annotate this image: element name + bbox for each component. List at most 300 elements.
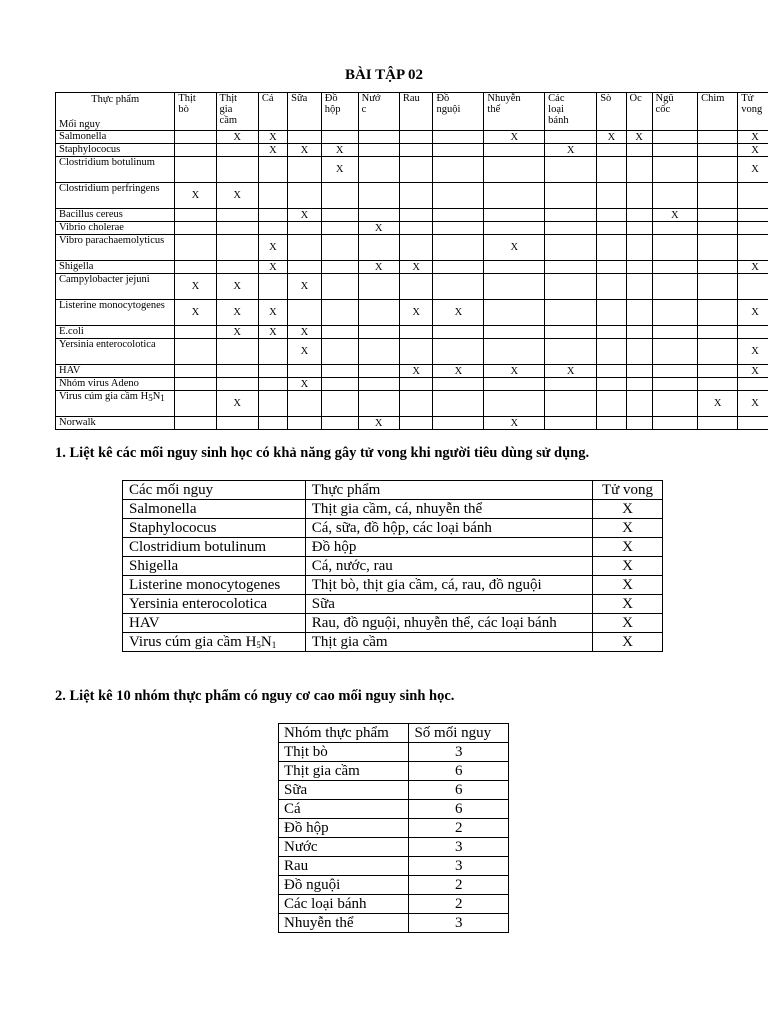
- matrix-cell: [216, 235, 258, 261]
- matrix-cell: [484, 209, 545, 222]
- matrix-cell: [288, 157, 322, 183]
- matrix-cell: [652, 365, 698, 378]
- matrix-cell: X: [258, 131, 287, 144]
- matrix-cell: [484, 391, 545, 417]
- matrix-cell: [738, 235, 768, 261]
- matrix-cell: [652, 131, 698, 144]
- table-cell: Thịt gia cầm: [279, 762, 409, 781]
- matrix-cell: X: [288, 209, 322, 222]
- matrix-cell: [626, 261, 652, 274]
- table-row: [56, 157, 768, 183]
- table-cell: Sữa: [305, 595, 592, 614]
- table-row: [123, 633, 663, 652]
- table-cell: X: [593, 538, 663, 557]
- matrix-cell: [433, 339, 484, 365]
- column-header: Tử vong: [593, 481, 663, 500]
- matrix-cell: [484, 183, 545, 209]
- hazard-name: Listerine monocytogenes: [56, 300, 175, 326]
- table-row: [279, 838, 509, 857]
- matrix-cell: [321, 222, 358, 235]
- table-cell: Rau: [279, 857, 409, 876]
- matrix-cell: [698, 222, 738, 235]
- matrix-cell: [738, 183, 768, 209]
- matrix-cell: [358, 157, 399, 183]
- column-header: Các loại bánh: [545, 93, 597, 131]
- matrix-cell: X: [321, 157, 358, 183]
- matrix-cell: [288, 183, 322, 209]
- matrix-cell: [321, 131, 358, 144]
- matrix-cell: [288, 391, 322, 417]
- hazard-name: Clostridium perfringens: [56, 183, 175, 209]
- table-header-row: [279, 724, 509, 743]
- table-cell: X: [593, 576, 663, 595]
- matrix-cell: X: [258, 300, 287, 326]
- table-cell: Thịt bò: [279, 743, 409, 762]
- table-cell: Nhuyễn thể: [279, 914, 409, 933]
- matrix-cell: [321, 365, 358, 378]
- table-row: [56, 300, 768, 326]
- table-row: [123, 576, 663, 595]
- table-cell: 3: [409, 914, 509, 933]
- matrix-cell: X: [545, 144, 597, 157]
- matrix-cell: [175, 326, 216, 339]
- matrix-cell: X: [288, 144, 322, 157]
- table-cell: 6: [409, 762, 509, 781]
- matrix-cell: [652, 261, 698, 274]
- matrix-cell: [258, 183, 287, 209]
- matrix-cell: [358, 378, 399, 391]
- hazard-name: Norwalk: [56, 417, 175, 430]
- matrix-cell: [545, 378, 597, 391]
- matrix-cell: [399, 222, 433, 235]
- table-cell: Đồ nguội: [279, 876, 409, 895]
- matrix-cell: [597, 326, 626, 339]
- matrix-cell: [288, 365, 322, 378]
- table-row: [56, 261, 768, 274]
- table-row: [279, 819, 509, 838]
- matrix-cell: X: [652, 209, 698, 222]
- matrix-cell: X: [358, 222, 399, 235]
- column-header: Ngũ cốc: [652, 93, 698, 131]
- matrix-cell: [216, 222, 258, 235]
- matrix-cell: [399, 157, 433, 183]
- matrix-cell: [433, 235, 484, 261]
- matrix-cell: [258, 157, 287, 183]
- matrix-cell: [433, 391, 484, 417]
- matrix-cell: [399, 378, 433, 391]
- table-cell: 6: [409, 800, 509, 819]
- column-header: Số mối nguy: [409, 724, 509, 743]
- matrix-cell: [626, 378, 652, 391]
- matrix-cell: [545, 261, 597, 274]
- hazard-name: Salmonella: [56, 131, 175, 144]
- matrix-cell: X: [738, 391, 768, 417]
- matrix-cell: [626, 157, 652, 183]
- question-2: 2. Liệt kê 10 nhóm thực phẩm có nguy cơ cao mối nguy sinh học.: [55, 688, 455, 704]
- hazard-name: Shigella: [56, 261, 175, 274]
- matrix-cell: [358, 209, 399, 222]
- column-header: Nướ c: [358, 93, 399, 131]
- matrix-cell: [545, 326, 597, 339]
- matrix-cell: [738, 417, 768, 430]
- matrix-cell: [484, 326, 545, 339]
- table-row: [279, 762, 509, 781]
- matrix-cell: [652, 157, 698, 183]
- matrix-cell: [652, 378, 698, 391]
- matrix-cell: X: [399, 261, 433, 274]
- column-header: Tử vong: [738, 93, 768, 131]
- matrix-cell: X: [358, 261, 399, 274]
- matrix-cell: [484, 378, 545, 391]
- table-cell: Rau, đồ nguội, nhuyễn thể, các loại bánh: [305, 614, 592, 633]
- hazard-name: Yersinia enterocolotica: [56, 339, 175, 365]
- matrix-cell: [484, 144, 545, 157]
- hazard-name: Vibrio cholerae: [56, 222, 175, 235]
- matrix-cell: [358, 274, 399, 300]
- matrix-cell: [597, 209, 626, 222]
- matrix-cell: [433, 261, 484, 274]
- column-header: Thịt gia cầm: [216, 93, 258, 131]
- matrix-cell: [484, 261, 545, 274]
- matrix-cell: [626, 326, 652, 339]
- matrix-cell: X: [399, 365, 433, 378]
- matrix-cell: [597, 417, 626, 430]
- matrix-cell: X: [216, 183, 258, 209]
- matrix-cell: [545, 235, 597, 261]
- matrix-cell: [288, 417, 322, 430]
- table-cell: X: [593, 557, 663, 576]
- matrix-cell: [698, 209, 738, 222]
- table-cell: Nước: [279, 838, 409, 857]
- matrix-cell: [626, 235, 652, 261]
- matrix-cell: [698, 144, 738, 157]
- matrix-cell: [433, 274, 484, 300]
- matrix-header-row: [56, 93, 768, 131]
- table-cell: 2: [409, 876, 509, 895]
- matrix-cell: [216, 261, 258, 274]
- table-cell: Salmonella: [123, 500, 306, 519]
- table-cell: Đồ hộp: [279, 819, 409, 838]
- matrix-cell: [626, 339, 652, 365]
- table-cell: Cá: [279, 800, 409, 819]
- page-title: BÀI TẬP 02: [344, 67, 424, 83]
- matrix-cell: X: [216, 300, 258, 326]
- matrix-cell: [545, 209, 597, 222]
- matrix-cell: X: [738, 157, 768, 183]
- matrix-cell: X: [175, 274, 216, 300]
- matrix-cell: [652, 300, 698, 326]
- matrix-cell: [484, 339, 545, 365]
- matrix-cell: [738, 209, 768, 222]
- table-cell: Thịt gia cầm, cá, nhuyễn thể: [305, 500, 592, 519]
- matrix-cell: [652, 339, 698, 365]
- matrix-cell: [597, 144, 626, 157]
- matrix-cell: [545, 339, 597, 365]
- table-row: [123, 614, 663, 633]
- matrix-cell: [433, 157, 484, 183]
- matrix-cell: X: [258, 326, 287, 339]
- matrix-cell: X: [698, 391, 738, 417]
- matrix-cell: [597, 157, 626, 183]
- matrix-cell: [652, 417, 698, 430]
- table-cell: Yersinia enterocolotica: [123, 595, 306, 614]
- matrix-cell: [321, 235, 358, 261]
- table-row: [56, 183, 768, 209]
- matrix-cell: [652, 144, 698, 157]
- matrix-cell: [626, 274, 652, 300]
- matrix-cell: X: [258, 144, 287, 157]
- table-cell: Cá, sữa, đồ hộp, các loại bánh: [305, 519, 592, 538]
- matrix-cell: [399, 391, 433, 417]
- matrix-cell: X: [288, 378, 322, 391]
- column-header: Sữa: [288, 93, 322, 131]
- matrix-cell: [216, 144, 258, 157]
- matrix-cell: [652, 326, 698, 339]
- matrix-cell: [175, 144, 216, 157]
- matrix-cell: [545, 391, 597, 417]
- matrix-cell: [738, 378, 768, 391]
- table-cell: 2: [409, 819, 509, 838]
- matrix-cell: [652, 183, 698, 209]
- table-row: [279, 781, 509, 800]
- table-row: [56, 222, 768, 235]
- matrix-cell: [399, 339, 433, 365]
- table-row: [56, 391, 768, 417]
- column-header: Các mối nguy: [123, 481, 306, 500]
- matrix-cell: [597, 222, 626, 235]
- matrix-cell: [433, 378, 484, 391]
- matrix-cell: [258, 209, 287, 222]
- hazard-name: Vibro parachaemolyticus: [56, 235, 175, 261]
- matrix-cell: [626, 391, 652, 417]
- matrix-cell: [175, 378, 216, 391]
- matrix-cell: [358, 365, 399, 378]
- matrix-cell: X: [738, 300, 768, 326]
- matrix-cell: [597, 339, 626, 365]
- matrix-cell: X: [288, 274, 322, 300]
- table-row: [56, 274, 768, 300]
- matrix-cell: [738, 326, 768, 339]
- column-header: Rau: [399, 93, 433, 131]
- matrix-cell: [358, 235, 399, 261]
- matrix-cell: [399, 131, 433, 144]
- matrix-cell: [545, 300, 597, 326]
- matrix-cell: [399, 144, 433, 157]
- column-header: Đồ hộp: [321, 93, 358, 131]
- table-row: [56, 144, 768, 157]
- matrix-cell: [626, 222, 652, 235]
- column-header: Đồ nguội: [433, 93, 484, 131]
- table-row: [279, 895, 509, 914]
- matrix-cell: [216, 157, 258, 183]
- hazard-name: E.coli: [56, 326, 175, 339]
- matrix-cell: X: [321, 144, 358, 157]
- matrix-cell: X: [288, 326, 322, 339]
- matrix-cell: [399, 235, 433, 261]
- matrix-cell: X: [484, 131, 545, 144]
- matrix-cell: [626, 300, 652, 326]
- matrix-cell: [597, 183, 626, 209]
- matrix-cell: [399, 274, 433, 300]
- matrix-cell: X: [545, 365, 597, 378]
- table-cell: X: [593, 519, 663, 538]
- matrix-cell: X: [216, 274, 258, 300]
- table-header-row: [123, 481, 663, 500]
- table-row: [279, 800, 509, 819]
- table-row: [123, 595, 663, 614]
- matrix-cell: [321, 209, 358, 222]
- column-header: Chim: [698, 93, 738, 131]
- matrix-cell: [358, 326, 399, 339]
- matrix-cell: [626, 417, 652, 430]
- deadly-hazards-table: [122, 480, 663, 652]
- question-1: 1. Liệt kê các mối nguy sinh học có khả năng gây tử vong khi người tiêu dùng sử dụng.: [55, 445, 590, 461]
- matrix-cell: [175, 417, 216, 430]
- matrix-cell: [484, 222, 545, 235]
- column-header: Sò: [597, 93, 626, 131]
- table-row: [56, 131, 768, 144]
- matrix-cell: X: [738, 131, 768, 144]
- matrix-cell: [321, 261, 358, 274]
- matrix-cell: [698, 274, 738, 300]
- matrix-cell: [545, 157, 597, 183]
- matrix-cell: [258, 339, 287, 365]
- table-cell: 3: [409, 743, 509, 762]
- matrix-cell: X: [288, 339, 322, 365]
- table-row: [279, 876, 509, 895]
- matrix-cell: [433, 222, 484, 235]
- matrix-cell: X: [738, 365, 768, 378]
- table-cell: HAV: [123, 614, 306, 633]
- table-row: [279, 743, 509, 762]
- food-groups-table: [278, 723, 509, 933]
- matrix-cell: [321, 378, 358, 391]
- matrix-cell: X: [216, 131, 258, 144]
- matrix-cell: [175, 261, 216, 274]
- matrix-cell: X: [216, 391, 258, 417]
- table-cell: Clostridium botulinum: [123, 538, 306, 557]
- table-cell: X: [593, 633, 663, 652]
- matrix-cell: [358, 183, 399, 209]
- matrix-cell: [545, 274, 597, 300]
- matrix-cell: [484, 300, 545, 326]
- corner-hazard-label: Mối nguy: [59, 119, 101, 130]
- matrix-cell: [175, 391, 216, 417]
- matrix-cell: [258, 365, 287, 378]
- matrix-cell: X: [399, 300, 433, 326]
- matrix-cell: X: [484, 235, 545, 261]
- matrix-cell: [399, 326, 433, 339]
- matrix-cell: [597, 378, 626, 391]
- table-row: [56, 365, 768, 378]
- corner-food-label: Thực phẩm: [91, 94, 140, 105]
- matrix-cell: [321, 300, 358, 326]
- table-row: [56, 326, 768, 339]
- matrix-cell: [175, 365, 216, 378]
- hazard-name: Staphylococus: [56, 144, 175, 157]
- matrix-cell: X: [258, 235, 287, 261]
- table-cell: Shigella: [123, 557, 306, 576]
- matrix-cell: [321, 274, 358, 300]
- matrix-cell: [258, 274, 287, 300]
- matrix-cell: [216, 209, 258, 222]
- matrix-cell: [698, 261, 738, 274]
- matrix-cell: X: [484, 417, 545, 430]
- matrix-cell: X: [738, 339, 768, 365]
- matrix-cell: [698, 300, 738, 326]
- matrix-cell: [738, 222, 768, 235]
- matrix-cell: [698, 131, 738, 144]
- matrix-cell: [698, 183, 738, 209]
- table-row: [123, 557, 663, 576]
- hazard-name: Nhóm virus Adeno: [56, 378, 175, 391]
- table-row: [123, 538, 663, 557]
- matrix-cell: [258, 391, 287, 417]
- table-row: [56, 235, 768, 261]
- matrix-cell: [545, 131, 597, 144]
- matrix-cell: [698, 378, 738, 391]
- matrix-cell: X: [738, 144, 768, 157]
- hazard-food-matrix: [55, 92, 768, 430]
- matrix-cell: [698, 326, 738, 339]
- matrix-cell: [358, 391, 399, 417]
- matrix-cell: X: [175, 183, 216, 209]
- matrix-cell: X: [258, 261, 287, 274]
- matrix-cell: [433, 144, 484, 157]
- matrix-cell: [597, 261, 626, 274]
- matrix-cell: [321, 326, 358, 339]
- matrix-cell: [399, 209, 433, 222]
- matrix-cell: X: [738, 261, 768, 274]
- matrix-cell: [433, 326, 484, 339]
- matrix-cell: [175, 209, 216, 222]
- hazard-name: Bacillus cereus: [56, 209, 175, 222]
- matrix-cell: X: [626, 131, 652, 144]
- table-cell: Staphylococus: [123, 519, 306, 538]
- table-row: [123, 519, 663, 538]
- matrix-cell: [433, 131, 484, 144]
- table-cell: Các loại bánh: [279, 895, 409, 914]
- matrix-cell: X: [175, 300, 216, 326]
- table-cell: X: [593, 614, 663, 633]
- matrix-cell: [216, 339, 258, 365]
- column-header: Nhuyễn thể: [484, 93, 545, 131]
- column-header: Ốc: [626, 93, 652, 131]
- matrix-cell: [626, 144, 652, 157]
- matrix-cell: [288, 235, 322, 261]
- matrix-cell: [175, 157, 216, 183]
- matrix-cell: [288, 131, 322, 144]
- matrix-cell: [626, 183, 652, 209]
- matrix-cell: [399, 417, 433, 430]
- matrix-cell: [652, 222, 698, 235]
- table-row: [56, 378, 768, 391]
- matrix-cell: [738, 274, 768, 300]
- column-header: Cá: [258, 93, 287, 131]
- matrix-cell: [597, 365, 626, 378]
- table-cell: X: [593, 595, 663, 614]
- matrix-cell: [399, 183, 433, 209]
- matrix-cell: [288, 300, 322, 326]
- column-header: Nhóm thực phẩm: [279, 724, 409, 743]
- table-row: [56, 339, 768, 365]
- matrix-cell: [321, 183, 358, 209]
- matrix-cell: X: [433, 365, 484, 378]
- matrix-cell: [484, 157, 545, 183]
- hazard-name: HAV: [56, 365, 175, 378]
- matrix-cell: [433, 417, 484, 430]
- hazard-name: Clostridium botulinum: [56, 157, 175, 183]
